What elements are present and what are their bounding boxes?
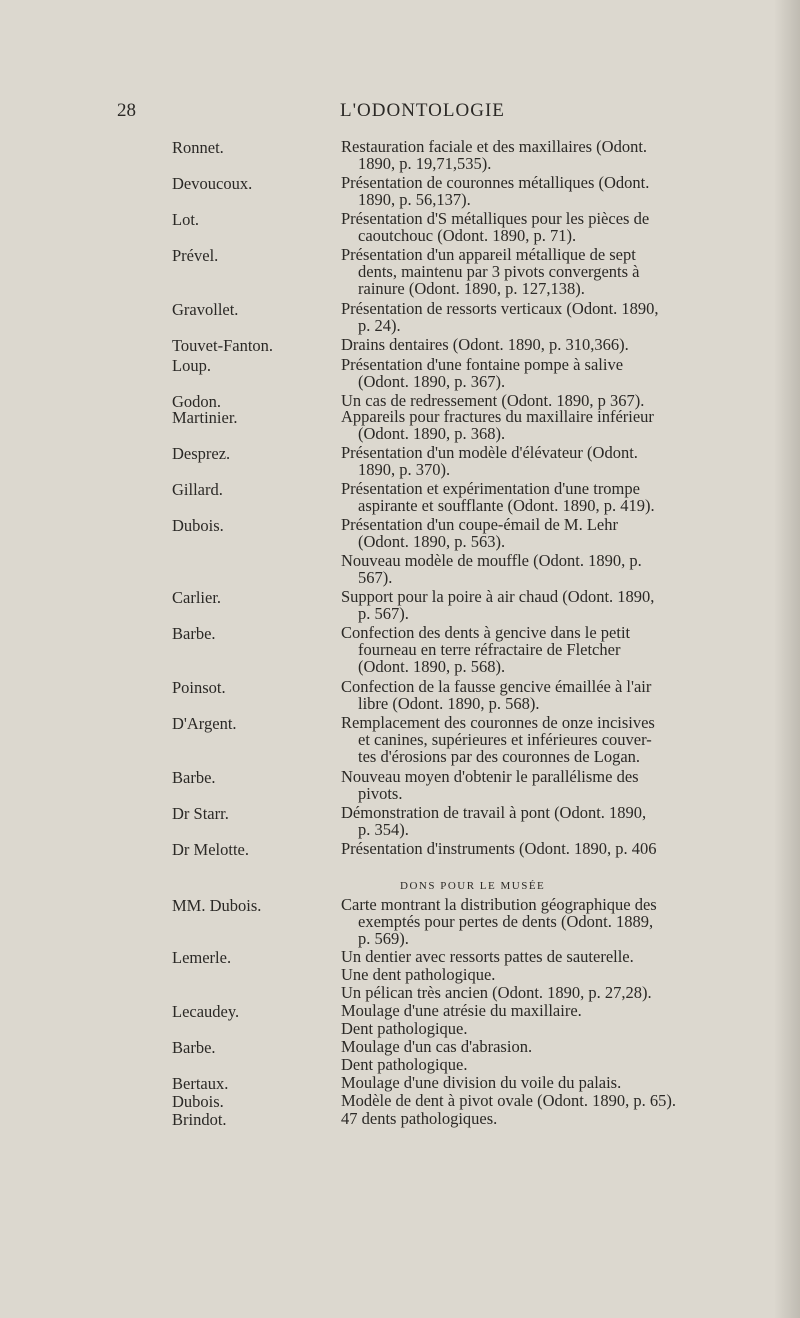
entry-description-line: Dent pathologique.: [341, 1019, 468, 1038]
section-title: DONS POUR LE MUSÉE: [400, 880, 546, 892]
entry-description: [341, 300, 736, 334]
entry-name: Gravollet.: [172, 300, 239, 319]
entry-description: [341, 516, 736, 550]
entry-name: Brindot.: [172, 1110, 227, 1129]
entry-description-line: (Odont. 1890, p. 563).: [358, 532, 506, 551]
entry-name: Godon.: [172, 392, 222, 411]
entry-description: [341, 1056, 736, 1073]
entry-description-line: Présentation de ressorts verticaux (Odont. 1890,: [341, 299, 659, 318]
entry-description: [341, 408, 736, 442]
entry-name: Carlier.: [172, 588, 222, 607]
entry-description: [341, 480, 736, 514]
entry-name: Loup.: [172, 356, 211, 375]
entry-description-line: Présentation d'S métalliques pour les pièces de: [341, 209, 650, 228]
entry-description-line: Remplacement des couronnes de onze incisives: [341, 713, 655, 732]
entry-name: Gillard.: [172, 480, 223, 499]
entry-name: Devoucoux.: [172, 174, 253, 193]
entry-description-line: fourneau en terre réfractaire de Fletcher: [358, 640, 621, 659]
entry-description: [341, 444, 736, 478]
entry-description-line: Moulage d'une division du voile du palais.: [341, 1073, 622, 1092]
entry-description-line: 1890, p. 370).: [358, 460, 451, 479]
entry-name: Dubois.: [172, 1092, 224, 1111]
entry-description-line: Carte montrant la distribution géographique des: [341, 895, 657, 914]
entry-description-line: Un pélican très ancien (Odont. 1890, p. 27,28).: [341, 983, 652, 1002]
entry-name: Barbe.: [172, 1038, 216, 1057]
entry-description: [341, 356, 736, 390]
entry-description: [341, 714, 736, 765]
entry-description: [341, 804, 736, 838]
entry-description: [341, 1092, 736, 1109]
entry-description-line: 1890, p. 56,137).: [358, 190, 471, 209]
entry-description-line: Confection de la fausse gencive émaillée à l'air: [341, 677, 652, 696]
entry-description: [341, 138, 736, 172]
entry-description-line: tes d'érosions par des couronnes de Logan.: [358, 747, 641, 766]
entry-description: [341, 896, 736, 947]
entry-description: [341, 678, 736, 712]
entry-description: [341, 210, 736, 244]
entry-name: Touvet-Fanton.: [172, 336, 274, 355]
entry-description-line: et canines, supérieures et inférieures couver-: [358, 730, 652, 749]
entry-description-line: (Odont. 1890, p. 568).: [358, 657, 506, 676]
entry-name: Poinsot.: [172, 678, 226, 697]
entry-name: D'Argent.: [172, 714, 237, 733]
entry-description-line: 567).: [358, 568, 393, 587]
entry-description-line: Une dent pathologique.: [341, 965, 496, 984]
page-header: [0, 100, 800, 130]
entry-description-line: dents, maintenu par 3 pivots convergents à: [358, 262, 640, 281]
entry-description: [341, 174, 736, 208]
entry-description-line: Un dentier avec ressorts pattes de sauterelle.: [341, 947, 634, 966]
entry-description-line: p. 567).: [358, 604, 409, 623]
entry-description: [341, 1020, 736, 1037]
entry-description: [341, 588, 736, 622]
entry-name: Desprez.: [172, 444, 231, 463]
entry-description-line: aspirante et soufflante (Odont. 1890, p. 419).: [358, 496, 655, 515]
entry-description-line: pivots.: [358, 784, 403, 803]
entry-description-line: caoutchouc (Odont. 1890, p. 71).: [358, 226, 577, 245]
entry-description-line: Support pour la poire à air chaud (Odont. 1890,: [341, 587, 655, 606]
entry-name: Barbe.: [172, 624, 216, 643]
entry-name: Barbe.: [172, 768, 216, 787]
entry-description-line: 47 dents pathologiques.: [341, 1109, 498, 1128]
entry-description-line: Présentation d'une fontaine pompe à salive: [341, 355, 624, 374]
entry-description-line: (Odont. 1890, p. 368).: [358, 424, 506, 443]
entry-description: [341, 948, 736, 965]
entry-description-line: 1890, p. 19,71,535).: [358, 154, 492, 173]
entry-description-line: Nouveau modèle de mouffle (Odont. 1890, p.: [341, 551, 642, 570]
entry-description: [341, 1074, 736, 1091]
entry-description: [341, 1002, 736, 1019]
entry-description: [341, 984, 736, 1001]
entry-description: [341, 246, 736, 297]
entry-description-line: Présentation et expérimentation d'une trompe: [341, 479, 640, 498]
entry-name: Martinier.: [172, 408, 238, 427]
entry-name: Prével.: [172, 246, 219, 265]
entry-description: [341, 768, 736, 802]
entry-description-line: libre (Odont. 1890, p. 568).: [358, 694, 540, 713]
entry-description-line: Appareils pour fractures du maxillaire inférieur: [341, 407, 654, 426]
entry-description: [341, 552, 736, 586]
entry-description-line: Moulage d'un cas d'abrasion.: [341, 1037, 533, 1056]
entry-name: Lot.: [172, 210, 200, 229]
entry-description-line: Dent pathologique.: [341, 1055, 468, 1074]
entry-description-line: Présentation de couronnes métalliques (Odont.: [341, 173, 650, 192]
entry-description-line: (Odont. 1890, p. 367).: [358, 372, 506, 391]
entry-description: [341, 966, 736, 983]
entry-description: [341, 624, 736, 675]
entry-description-line: p. 24).: [358, 316, 401, 335]
entry-description-line: Drains dentaires (Odont. 1890, p. 310,366).: [341, 335, 629, 354]
entry-description: [341, 336, 736, 353]
entry-description: [341, 840, 736, 857]
entry-name: Dubois.: [172, 516, 224, 535]
page-number: 28: [117, 100, 136, 121]
entry-name: Dr Melotte.: [172, 840, 249, 859]
entry-name: MM. Dubois.: [172, 896, 262, 915]
entry-description-line: Démonstration de travail à pont (Odont. 1890,: [341, 803, 647, 822]
entry-description-line: Confection des dents à gencive dans le petit: [341, 623, 631, 642]
page-edge-shadow: [774, 0, 800, 1318]
entry-description: [341, 1110, 736, 1127]
entry-description-line: rainure (Odont. 1890, p. 127,138).: [358, 279, 585, 298]
running-title: L'ODONTOLOGIE: [340, 100, 505, 121]
entry-name: Bertaux.: [172, 1074, 229, 1093]
entry-description: [341, 1038, 736, 1055]
entry-description-line: Nouveau moyen d'obtenir le parallélisme des: [341, 767, 639, 786]
entry-description-line: p. 354).: [358, 820, 409, 839]
entry-description-line: Restauration faciale et des maxillaires (Odont.: [341, 137, 648, 156]
entry-name: Ronnet.: [172, 138, 224, 157]
entry-description-line: Présentation d'instruments (Odont. 1890, p. 406: [341, 839, 657, 858]
entry-name: Lemerle.: [172, 948, 232, 967]
entry-description-line: Présentation d'un appareil métallique de sept: [341, 245, 636, 264]
entry-description-line: Modèle de dent à pivot ovale (Odont. 1890, p. 65).: [341, 1091, 676, 1110]
entry-description-line: Moulage d'une atrésie du maxillaire.: [341, 1001, 582, 1020]
entry-description-line: Présentation d'un modèle d'élévateur (Odont.: [341, 443, 638, 462]
entry-name: Lecaudey.: [172, 1002, 240, 1021]
entry-description-line: p. 569).: [358, 929, 409, 948]
entry-name: Dr Starr.: [172, 804, 229, 823]
entry-description-line: exemptés pour pertes de dents (Odont. 1889,: [358, 912, 654, 931]
entry-description-line: Présentation d'un coupe-émail de M. Lehr: [341, 515, 618, 534]
entry-description-line: Un cas de redressement (Odont. 1890, p 367).: [341, 391, 645, 410]
